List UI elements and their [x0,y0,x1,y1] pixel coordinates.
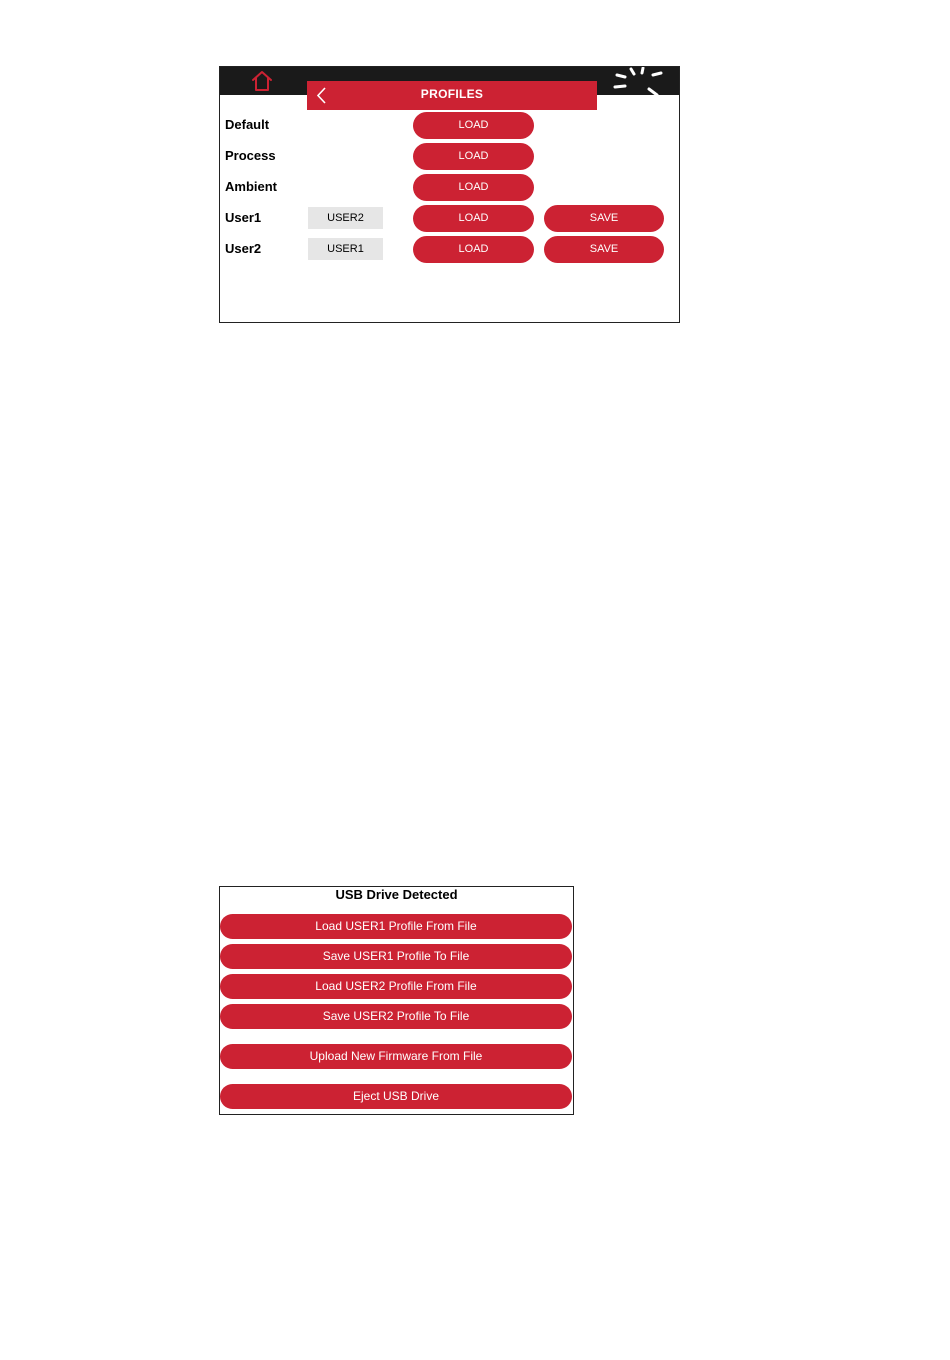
row-label-default: Default [225,117,270,132]
load-user1-button[interactable]: LOAD [413,205,534,232]
usb-dialog [219,886,574,1115]
home-icon [250,70,274,92]
page-title: PROFILES [420,87,484,101]
title-banner [307,81,597,110]
save-user1-to-file-button[interactable]: Save USER1 Profile To File [220,944,572,969]
eject-usb-button[interactable]: Eject USB Drive [220,1084,572,1109]
upload-firmware-button[interactable]: Upload New Firmware From File [220,1044,572,1069]
user1-name-field[interactable]: USER2 [308,207,383,229]
save-user2-to-file-button[interactable]: Save USER2 Profile To File [220,1004,572,1029]
user2-name-field[interactable]: USER1 [308,238,383,260]
save-user2-button[interactable]: SAVE [544,236,664,263]
spinner-icon [613,67,669,95]
row-label-ambient: Ambient [225,179,277,194]
load-user2-from-file-button[interactable]: Load USER2 Profile From File [220,974,572,999]
profiles-screen [219,66,680,323]
row-label-user2: User2 [225,241,262,256]
row-label-user1: User1 [225,210,262,225]
load-default-button[interactable]: LOAD [413,112,534,139]
load-user1-from-file-button[interactable]: Load USER1 Profile From File [220,914,572,939]
row-label-process: Process [225,148,276,163]
home-button[interactable] [250,70,274,92]
load-user2-button[interactable]: LOAD [413,236,534,263]
load-ambient-button[interactable]: LOAD [413,174,534,201]
usb-dialog-title: USB Drive Detected [335,887,458,902]
load-process-button[interactable]: LOAD [413,143,534,170]
save-user1-button[interactable]: SAVE [544,205,664,232]
